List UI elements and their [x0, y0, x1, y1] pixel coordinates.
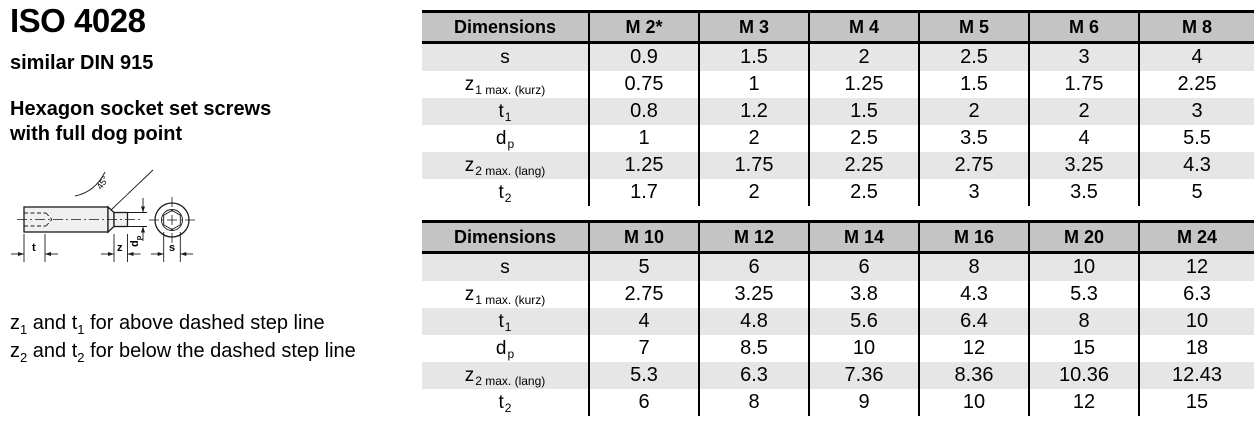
value-cell: 0.9: [589, 43, 699, 72]
value-cell: 3.5: [1029, 179, 1139, 206]
note-line: [10, 337, 356, 365]
value-cell: 4: [589, 308, 699, 335]
value-cell: 2: [809, 43, 919, 72]
value-cell: 2.75: [589, 281, 699, 308]
dimension-notes: [10, 309, 356, 365]
row-label-cell: [422, 308, 589, 335]
row-label-main: z: [464, 284, 475, 305]
value-cell: 10: [919, 389, 1029, 416]
table-row: [422, 281, 1254, 308]
row-label-subscript: p: [507, 347, 515, 361]
note-subscript: 1: [77, 322, 85, 337]
size-header-cell: M 4: [809, 12, 919, 43]
value-cell: 1.25: [589, 152, 699, 179]
value-cell: 3: [919, 179, 1029, 206]
value-cell: 3: [1139, 98, 1254, 125]
value-cell: 5.3: [589, 362, 699, 389]
value-cell: 4.3: [919, 281, 1029, 308]
row-label-main: d: [495, 128, 507, 149]
dp-label-subscript: p: [134, 235, 143, 241]
value-cell: 8: [919, 253, 1029, 282]
table-row: [422, 98, 1254, 125]
table-row: [422, 253, 1254, 282]
value-cell: 2.25: [809, 152, 919, 179]
value-cell: 6: [589, 389, 699, 416]
value-cell: 6.4: [919, 308, 1029, 335]
row-label-subscript: p: [507, 137, 515, 151]
value-cell: 8: [1029, 308, 1139, 335]
note-text: and t: [27, 340, 78, 362]
value-cell: 3: [1029, 43, 1139, 72]
value-cell: 7.36: [809, 362, 919, 389]
note-line: [10, 309, 356, 337]
value-cell: 6: [809, 253, 919, 282]
value-cell: 2.5: [919, 43, 1029, 72]
row-label-main: t: [498, 392, 504, 413]
size-header-cell: M 12: [699, 222, 809, 253]
value-cell: 1.75: [699, 152, 809, 179]
description-line-1: Hexagon socket set screws: [10, 98, 272, 120]
table-row: [422, 43, 1254, 72]
description-line-2: with full dog point: [10, 123, 183, 145]
value-cell: 1.5: [809, 98, 919, 125]
row-label-cell: [422, 362, 589, 389]
value-cell: 4: [1029, 125, 1139, 152]
note-subscript: 1: [20, 322, 28, 337]
size-header-cell: M 5: [919, 12, 1029, 43]
row-label-subscript: 1: [504, 320, 512, 334]
size-header-cell: M 6: [1029, 12, 1139, 43]
row-label-main: t: [498, 182, 504, 203]
value-cell: 2: [919, 98, 1029, 125]
table-row: [422, 71, 1254, 98]
row-label-main: t: [498, 101, 504, 122]
value-cell: 10.36: [1029, 362, 1139, 389]
row-label-cell: [422, 98, 589, 125]
table-row: [422, 179, 1254, 206]
value-cell: 4.3: [1139, 152, 1254, 179]
z-dimension-label: z: [117, 242, 123, 254]
row-label-main: d: [495, 338, 507, 359]
value-cell: 15: [1139, 389, 1254, 416]
value-cell: 5.6: [809, 308, 919, 335]
row-label-main: s: [500, 47, 510, 68]
row-label-main: z: [464, 365, 475, 386]
value-cell: 1.5: [699, 43, 809, 72]
value-cell: 12.43: [1139, 362, 1254, 389]
row-label-main: t: [498, 311, 504, 332]
value-cell: 2.5: [809, 179, 919, 206]
row-label-cell: [422, 179, 589, 206]
size-header-cell: M 3: [699, 12, 809, 43]
value-cell: 2: [1029, 98, 1139, 125]
value-cell: 3.25: [699, 281, 809, 308]
size-header-cell: M 16: [919, 222, 1029, 253]
t-dimension-label: t: [32, 242, 36, 254]
value-cell: 2: [699, 179, 809, 206]
product-description: [10, 97, 271, 147]
value-cell: 18: [1139, 335, 1254, 362]
value-cell: 5: [589, 253, 699, 282]
dimensions-table-m10-m24: [422, 220, 1254, 416]
note-text: z: [10, 340, 20, 362]
value-cell: 2.5: [809, 125, 919, 152]
value-cell: 2: [699, 125, 809, 152]
note-text: for above dashed step line: [84, 312, 325, 334]
value-cell: 1: [589, 125, 699, 152]
similar-standard-label: similar DIN 915: [10, 52, 154, 74]
dp-dimension-label: [129, 235, 143, 247]
value-cell: 1.25: [809, 71, 919, 98]
note-subscript: 2: [77, 350, 85, 365]
value-cell: 3.25: [1029, 152, 1139, 179]
row-label-subscript: 2: [504, 401, 512, 415]
value-cell: 10: [1139, 308, 1254, 335]
value-cell: 15: [1029, 335, 1139, 362]
value-cell: 5.5: [1139, 125, 1254, 152]
value-cell: 1.7: [589, 179, 699, 206]
row-label-cell: [422, 152, 589, 179]
row-label-subscript: 1 max. (kurz): [475, 83, 546, 97]
row-label-subscript: 1 max. (kurz): [475, 293, 546, 307]
size-header-cell: M 20: [1029, 222, 1139, 253]
table-header-row: [422, 222, 1254, 253]
dp-label-main: d: [129, 240, 141, 247]
note-text: for below the dashed step line: [84, 340, 356, 362]
row-label-subscript: 2 max. (lang): [475, 374, 546, 388]
value-cell: 9: [809, 389, 919, 416]
table-row: [422, 125, 1254, 152]
table-header-row: [422, 12, 1254, 43]
value-cell: 10: [1029, 253, 1139, 282]
value-cell: 8.36: [919, 362, 1029, 389]
value-cell: 1.2: [699, 98, 809, 125]
value-cell: 5.3: [1029, 281, 1139, 308]
value-cell: 1.5: [919, 71, 1029, 98]
value-cell: 0.8: [589, 98, 699, 125]
value-cell: 5: [1139, 179, 1254, 206]
table-row: [422, 362, 1254, 389]
value-cell: 4.8: [699, 308, 809, 335]
value-cell: 6.3: [699, 362, 809, 389]
value-cell: 4: [1139, 43, 1254, 72]
value-cell: 0.75: [589, 71, 699, 98]
row-label-cell: [422, 389, 589, 416]
value-cell: 6.3: [1139, 281, 1254, 308]
value-cell: 2.25: [1139, 71, 1254, 98]
value-cell: 2.75: [919, 152, 1029, 179]
table-row: [422, 335, 1254, 362]
row-label-subscript: 2 max. (lang): [475, 164, 546, 178]
value-cell: 1.75: [1029, 71, 1139, 98]
dimensions-header-cell: Dimensions: [422, 222, 589, 253]
dimensions-header-cell: Dimensions: [422, 12, 589, 43]
note-text: and t: [27, 312, 78, 334]
size-header-cell: M 10: [589, 222, 699, 253]
value-cell: 12: [1139, 253, 1254, 282]
size-header-cell: M 8: [1139, 12, 1254, 43]
table-row: [422, 152, 1254, 179]
value-cell: 3.5: [919, 125, 1029, 152]
size-header-cell: M 14: [809, 222, 919, 253]
size-header-cell: M 2*: [589, 12, 699, 43]
note-subscript: 2: [20, 350, 28, 365]
row-label-main: z: [464, 155, 475, 176]
value-cell: 8: [699, 389, 809, 416]
table-row: [422, 389, 1254, 416]
row-label-cell: [422, 281, 589, 308]
row-label-cell: [422, 43, 589, 72]
row-label-main: z: [464, 74, 475, 95]
row-label-cell: [422, 125, 589, 152]
value-cell: 10: [809, 335, 919, 362]
table-row: [422, 308, 1254, 335]
value-cell: 6: [699, 253, 809, 282]
value-cell: 12: [919, 335, 1029, 362]
row-label-cell: [422, 253, 589, 282]
size-header-cell: M 24: [1139, 222, 1254, 253]
value-cell: 8.5: [699, 335, 809, 362]
value-cell: 1: [699, 71, 809, 98]
row-label-cell: [422, 71, 589, 98]
row-label-main: s: [500, 257, 510, 278]
page-title: ISO 4028: [10, 2, 146, 39]
angle-45-label: 45°: [94, 174, 111, 192]
value-cell: 3.8: [809, 281, 919, 308]
row-label-subscript: 1: [504, 110, 512, 124]
s-dimension-label: s: [169, 242, 176, 254]
dimensions-table-m2-m8: [422, 10, 1254, 206]
set-screw-technical-drawing: [5, 152, 235, 292]
value-cell: 12: [1029, 389, 1139, 416]
value-cell: 7: [589, 335, 699, 362]
row-label-cell: [422, 335, 589, 362]
row-label-subscript: 2: [504, 191, 512, 205]
note-text: z: [10, 312, 20, 334]
